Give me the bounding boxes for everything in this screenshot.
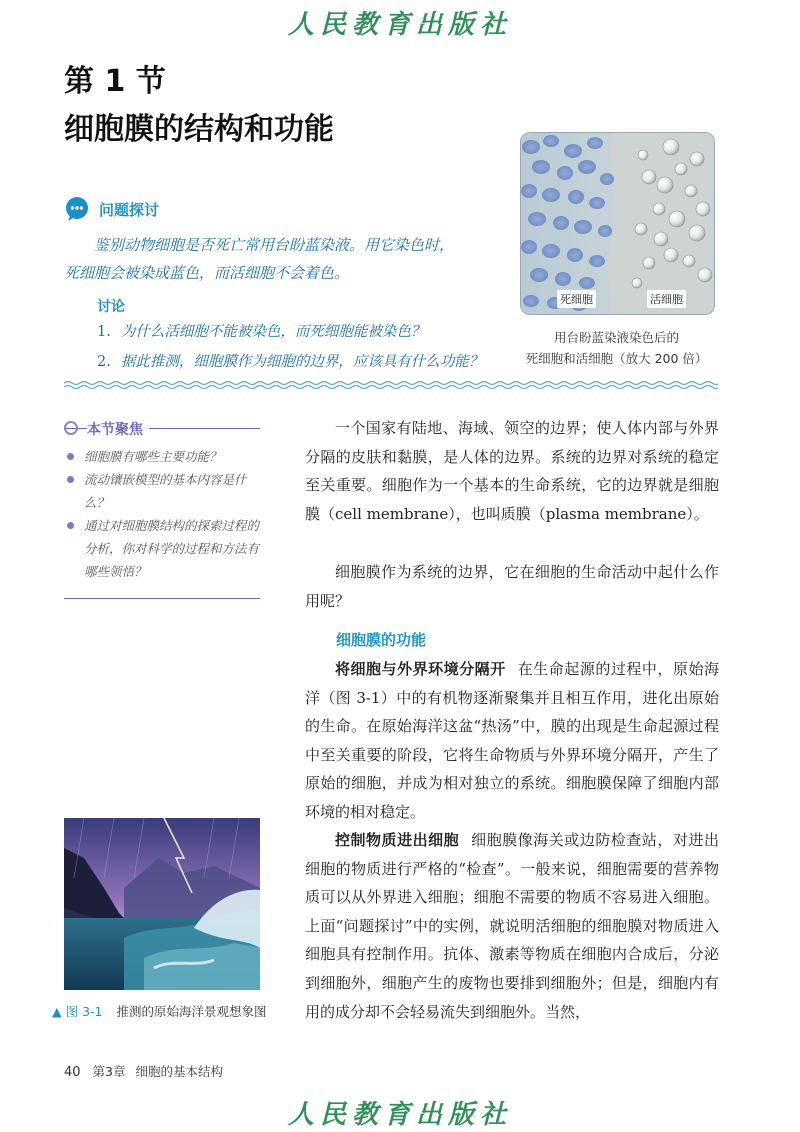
paragraph-heading: 控制物质进出细胞 xyxy=(335,831,460,849)
triangle-marker-icon: ▲ xyxy=(52,1004,62,1019)
focus-item-text: 流动镶嵌模型的基本内容是什么？ xyxy=(84,472,247,510)
page-footer xyxy=(64,1062,223,1080)
focus-item-text: 通过对细胞膜结构的探索过程的分析，你对科学的过程和方法有哪些领悟？ xyxy=(84,518,260,579)
bullet-icon xyxy=(67,476,74,483)
live-cell-label: 活细胞 xyxy=(647,290,686,308)
page-number: 40 xyxy=(64,1065,81,1080)
photo-caption-line1: 用台盼蓝染液染色后的 xyxy=(553,330,679,345)
main-paragraph-2 xyxy=(305,558,719,615)
chapter-number: 第3章 xyxy=(92,1064,126,1079)
cells-photo xyxy=(520,132,715,315)
bullet-icon xyxy=(67,453,74,460)
discussion-item-number: 2. xyxy=(97,354,111,370)
chapter-title: 细胞的基本结构 xyxy=(135,1064,224,1079)
discussion-subtitle: 讨论 xyxy=(97,299,125,315)
paragraph-text: 一个国家有陆地、海域、领空的边界；使人体内部与外界分隔的皮肤和黏膜，是人体的边界。系统的边界对系统的稳定至关重要。细胞作为一个基本的生命系统，它的边界就是细胞膜（cell membrane），也叫质膜（plasma membrane）。 xyxy=(305,419,719,523)
discussion-item xyxy=(97,350,517,371)
speech-bubble-icon xyxy=(64,196,90,222)
section-number: 第 1 节 xyxy=(64,64,166,99)
discussion-item-text: 据此推测，细胞膜作为细胞的边界，应该具有什么功能？ xyxy=(120,354,484,370)
main-paragraph-3 xyxy=(305,655,719,827)
discussion-item-number: 1. xyxy=(97,324,111,340)
focus-item-text: 细胞膜有哪些主要功能？ xyxy=(84,449,222,464)
publisher-logo-bottom: 人民教育出版社 xyxy=(287,1100,512,1130)
main-paragraph-1 xyxy=(305,414,719,528)
cells-photo-image xyxy=(521,133,714,314)
publisher-logo-top: 人民教育出版社 xyxy=(287,10,512,40)
discussion-item-text: 为什么活细胞不能被染色，而死细胞能被染色？ xyxy=(120,324,426,340)
dead-cell-label: 死细胞 xyxy=(557,290,596,308)
primitive-ocean-painting xyxy=(64,818,260,990)
function-subheading: 细胞膜的功能 xyxy=(336,631,427,649)
bullet-icon xyxy=(67,522,74,529)
discussion-title: 问题探讨 xyxy=(99,201,160,219)
discussion-body-line2: 死细胞会被染成蓝色，而活细胞不会着色。 xyxy=(64,264,350,282)
focus-list xyxy=(64,445,262,583)
paragraph-text: 细胞膜作为系统的边界，它在细胞的生命活动中起什么作用呢？ xyxy=(305,563,719,610)
section-title: 细胞膜的结构和功能 xyxy=(64,112,334,147)
discussion-body xyxy=(64,231,514,287)
figure-caption xyxy=(52,1002,267,1020)
figure-caption-text: 推测的原始海洋景观想象图 xyxy=(116,1004,267,1019)
photo-caption-line2: 死细胞和活细胞（放大 200 倍） xyxy=(525,351,708,366)
discussion-item xyxy=(97,320,517,341)
paragraph-text: 细胞膜像海关或边防检查站，对进出细胞的物质进行严格的“检查”。一般来说，细胞需要的营养物质可以从外界进入细胞；细胞不需要的物质不容易进入细胞。上面“问题探讨”中的实例，就说明活细胞的细胞膜对物质进入细胞具有控制作用。抗体、激素等物质在细胞内合成后，分泌到细胞外，细胞产生的废物也要排到细胞外；但是，细胞内有用的成分却不会轻易流失到细胞外。当然， xyxy=(305,831,719,1021)
figure-number: 图 3-1 xyxy=(65,1004,103,1019)
ocean-painting-image xyxy=(64,818,260,990)
focus-item xyxy=(64,514,262,583)
main-paragraph-4 xyxy=(305,826,719,1026)
focus-title: 本节聚焦 xyxy=(87,419,149,439)
paragraph-text: 在生命起源的过程中，原始海洋（图 3-1）中的有机物逐渐聚集并且相互作用，进化出原始的生命。在原始海洋这盆“热汤”中，膜的出现是生命起源过程中至关重要的阶段，它将生命物质与外界环境分隔开，产生了原始的细胞，并成为相对独立的系统。细胞膜保障了细胞内部环境的相对稳定。 xyxy=(305,660,719,821)
discussion-body-line1: 鉴别动物细胞是否死亡常用台盼蓝染液。用它染色时， xyxy=(94,236,455,254)
target-icon xyxy=(64,421,78,435)
focus-item xyxy=(64,445,262,468)
wavy-divider xyxy=(64,378,718,392)
paragraph-heading: 将细胞与外界环境分隔开 xyxy=(335,660,506,678)
focus-item xyxy=(64,468,262,514)
focus-bottom-rule xyxy=(64,598,260,599)
